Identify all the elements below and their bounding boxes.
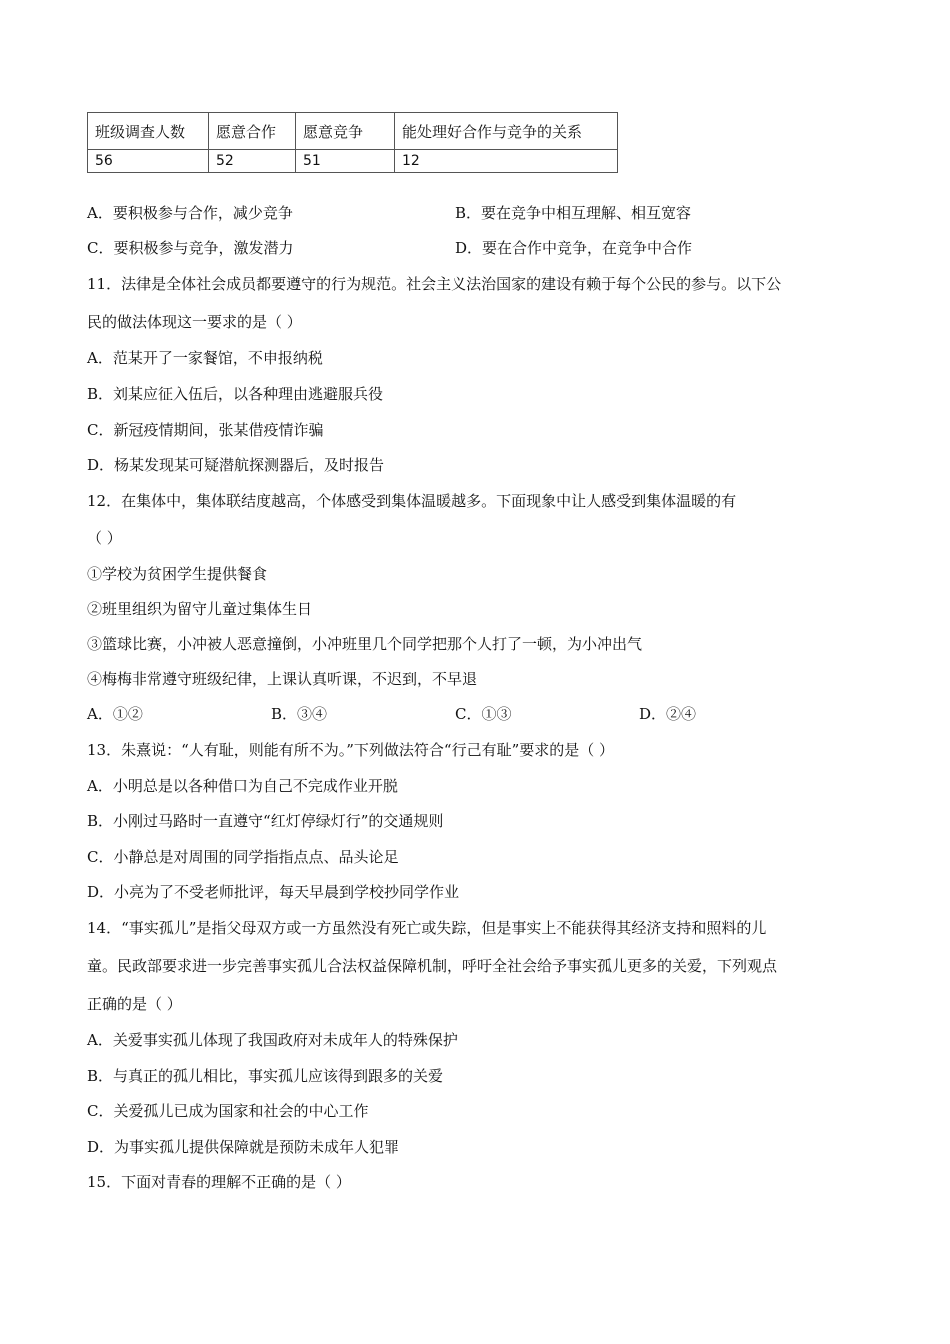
- q11-option-a: A．范某开了一家餐馆，不申报纳税: [87, 349, 323, 367]
- q14-option-d: D．为事实孤儿提供保障就是预防未成年人犯罪: [87, 1138, 400, 1156]
- q14-stem-line-1: 14．“事实孤儿”是指父母双方或一方虽然没有死亡或失踪，但是事实上不能获得其经济支持和照料的儿: [87, 919, 767, 937]
- q11-stem-line-1: 11．法律是全体社会成员都要遵守的行为规范。社会主义法治国家的建设有赖于每个公民的参与。以下公: [87, 275, 782, 293]
- q13-option-a: A．小明总是以各种借口为自己不完成作业开脱: [87, 777, 398, 795]
- q10-option-c: C．要积极参与竞争，激发潜力: [87, 239, 294, 257]
- table-cell: 52: [209, 150, 296, 173]
- q12-option-d: D．②④: [639, 705, 697, 723]
- q11-option-b: B．刘某应征入伍后，以各种理由逃避服兵役: [87, 385, 384, 403]
- q12-option-a: A．①②: [87, 705, 143, 723]
- q11-option-d: D．杨某发现某可疑潜航探测器后，及时报告: [87, 456, 385, 474]
- table-header-cell: 能处理好合作与竞争的关系: [395, 113, 618, 150]
- q14-option-b: B．与真正的孤儿相比，事实孤儿应该得到跟多的关爱: [87, 1067, 444, 1085]
- q12-option-b: B．③④: [271, 705, 328, 723]
- table-header-cell: 班级调查人数: [88, 113, 209, 150]
- q13-option-d: D．小亮为了不受老师批评，每天早晨到学校抄同学作业: [87, 883, 460, 901]
- q12-statement-4: ④梅梅非常遵守班级纪律，上课认真听课，不迟到，不早退: [87, 670, 478, 688]
- q14-stem-line-2: 童。民政部要求进一步完善事实孤儿合法权益保障机制，呼吁全社会给予事实孤儿更多的关爱，下列观点: [87, 957, 778, 975]
- table-header-cell: 愿意合作: [209, 113, 296, 150]
- table-row: [88, 150, 618, 173]
- q14-stem-line-3: 正确的是（ ）: [87, 995, 182, 1013]
- q10-option-a: A．要积极参与合作，减少竞争: [87, 204, 293, 222]
- q14-option-a: A．关爱事实孤儿体现了我国政府对未成年人的特殊保护: [87, 1031, 458, 1049]
- table-header-cell: 愿意竞争: [296, 113, 395, 150]
- table-header-row: [88, 113, 618, 150]
- table-cell: 56: [88, 150, 209, 173]
- table-cell: 51: [296, 150, 395, 173]
- q12-stem-line-1: 12．在集体中，集体联结度越高，个体感受到集体温暖越多。下面现象中让人感受到集体温暖的有: [87, 492, 737, 510]
- q13-stem: 13．朱熹说：“人有耻，则能有所不为。”下列做法符合“行己有耻”要求的是（ ）: [87, 741, 615, 759]
- q12-option-c: C．①③: [455, 705, 512, 723]
- q15-stem: 15．下面对青春的理解不正确的是（ ）: [87, 1173, 351, 1191]
- q12-stem-line-2: （ ）: [87, 529, 122, 547]
- q10-option-b: B．要在竞争中相互理解、相互宽容: [455, 204, 692, 222]
- survey-table: [87, 112, 618, 173]
- q13-option-b: B．小刚过马路时一直遵守“红灯停绿灯行”的交通规则: [87, 812, 444, 830]
- q10-option-d: D．要在合作中竞争，在竞争中合作: [455, 239, 693, 257]
- q12-statement-1: ①学校为贫困学生提供餐食: [87, 565, 268, 583]
- q14-option-c: C．关爱孤儿已成为国家和社会的中心工作: [87, 1102, 369, 1120]
- q12-statement-2: ②班里组织为留守儿童过集体生日: [87, 600, 313, 618]
- q11-option-c: C．新冠疫情期间，张某借疫情诈骗: [87, 421, 324, 439]
- q12-statement-3: ③篮球比赛，小冲被人恶意撞倒，小冲班里几个同学把那个人打了一顿，为小冲出气: [87, 635, 643, 653]
- table-cell: 12: [395, 150, 618, 173]
- q11-stem-line-2: 民的做法体现这一要求的是（ ）: [87, 313, 302, 331]
- q13-option-c: C．小静总是对周围的同学指指点点、品头论足: [87, 848, 399, 866]
